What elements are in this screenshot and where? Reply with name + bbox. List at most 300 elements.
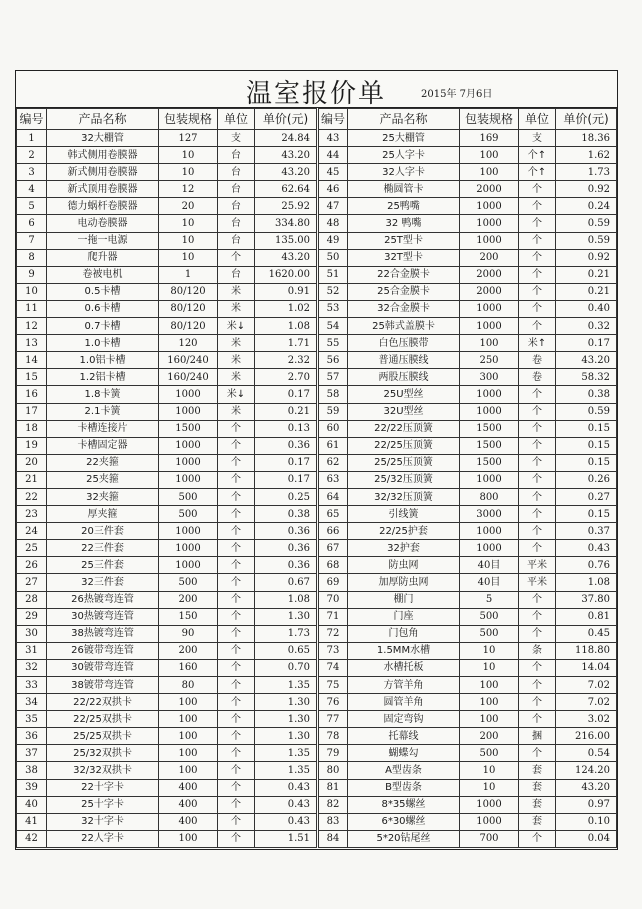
cell-unit: 个 xyxy=(218,711,255,728)
cell-price: 0.59 xyxy=(556,232,617,249)
cell-pack: 10 xyxy=(460,762,519,779)
cell-no: 69 xyxy=(318,574,348,591)
cell-name: 白色压膜带 xyxy=(348,335,460,352)
cell-price: 43.20 xyxy=(556,352,617,369)
cell-price: 0.43 xyxy=(556,540,617,557)
cell-pack: 100 xyxy=(460,335,519,352)
cell-pack: 100 xyxy=(159,762,218,779)
cell-pack: 1000 xyxy=(460,471,519,488)
cell-no: 84 xyxy=(318,830,348,847)
table-row xyxy=(17,283,617,300)
table-row xyxy=(17,130,617,147)
cell-unit: 个 xyxy=(519,625,556,642)
cell-no: 66 xyxy=(318,523,348,540)
cell-no: 46 xyxy=(318,181,348,198)
cell-name: 26热镀弯连管 xyxy=(47,591,159,608)
cell-price: 7.02 xyxy=(556,694,617,711)
cell-unit: 个 xyxy=(218,659,255,676)
cell-pack: 90 xyxy=(159,625,218,642)
cell-unit: 个 xyxy=(519,420,556,437)
table-row xyxy=(17,249,617,266)
cell-unit: 个 xyxy=(218,471,255,488)
cell-name: 25/25压顶簧 xyxy=(348,454,460,471)
cell-price: 0.15 xyxy=(556,506,617,523)
price-sheet xyxy=(15,70,618,850)
cell-unit: 个 xyxy=(519,181,556,198)
cell-unit: 个 xyxy=(218,557,255,574)
cell-price: 0.13 xyxy=(255,420,318,437)
header-row xyxy=(17,109,617,130)
cell-name: 22/25双拱卡 xyxy=(47,711,159,728)
cell-unit: 个 xyxy=(218,625,255,642)
cell-unit: 台 xyxy=(218,198,255,215)
cell-pack: 80/120 xyxy=(159,300,218,317)
cell-unit: 个 xyxy=(519,506,556,523)
cell-no: 52 xyxy=(318,283,348,300)
cell-unit: 个 xyxy=(218,642,255,659)
cell-name: 32U型丝 xyxy=(348,403,460,420)
table-row xyxy=(17,215,617,232)
cell-name: 22十字卡 xyxy=(47,779,159,796)
cell-no: 18 xyxy=(17,420,47,437)
cell-name: 0.5卡槽 xyxy=(47,283,159,300)
cell-unit: 米↓ xyxy=(218,318,255,335)
table-row xyxy=(17,659,617,676)
cell-price: 0.67 xyxy=(255,574,318,591)
page-title: 温室报价单 xyxy=(246,79,387,109)
cell-no: 33 xyxy=(17,677,47,694)
cell-pack: 100 xyxy=(460,677,519,694)
header-price: 单价(元) xyxy=(556,109,617,130)
cell-unit: 个 xyxy=(519,318,556,335)
cell-pack: 1000 xyxy=(460,318,519,335)
cell-pack: 150 xyxy=(159,608,218,625)
title-row xyxy=(16,71,617,108)
cell-price: 0.21 xyxy=(556,283,617,300)
cell-no: 55 xyxy=(318,335,348,352)
cell-name: 25U型丝 xyxy=(348,386,460,403)
cell-pack: 200 xyxy=(159,591,218,608)
cell-price: 58.32 xyxy=(556,369,617,386)
cell-pack: 1000 xyxy=(159,403,218,420)
cell-name: 6*30螺丝 xyxy=(348,813,460,830)
cell-no: 2 xyxy=(17,147,47,164)
cell-unit: 个 xyxy=(519,659,556,676)
cell-pack: 200 xyxy=(460,249,519,266)
cell-unit: 个 xyxy=(519,300,556,317)
cell-no: 72 xyxy=(318,625,348,642)
table-row xyxy=(17,796,617,813)
cell-pack: 1000 xyxy=(159,540,218,557)
cell-unit: 台 xyxy=(218,181,255,198)
cell-name: 20三件套 xyxy=(47,523,159,540)
cell-unit: 个 xyxy=(218,762,255,779)
cell-pack: 10 xyxy=(159,249,218,266)
cell-no: 40 xyxy=(17,796,47,813)
cell-pack: 40目 xyxy=(460,557,519,574)
cell-no: 30 xyxy=(17,625,47,642)
cell-pack: 5 xyxy=(460,591,519,608)
cell-unit: 卷 xyxy=(519,369,556,386)
cell-unit: 个↑ xyxy=(519,147,556,164)
cell-name: 托幕线 xyxy=(348,728,460,745)
cell-no: 77 xyxy=(318,711,348,728)
cell-pack: 2000 xyxy=(460,266,519,283)
cell-pack: 500 xyxy=(460,745,519,762)
cell-pack: 1 xyxy=(159,266,218,283)
cell-pack: 1500 xyxy=(460,437,519,454)
table-row xyxy=(17,711,617,728)
cell-price: 1.62 xyxy=(556,147,617,164)
cell-no: 60 xyxy=(318,420,348,437)
cell-price: 18.36 xyxy=(556,130,617,147)
cell-unit: 套 xyxy=(519,813,556,830)
cell-name: 卡槽连接片 xyxy=(47,420,159,437)
cell-no: 22 xyxy=(17,488,47,505)
table-row xyxy=(17,540,617,557)
cell-no: 38 xyxy=(17,762,47,779)
cell-name: 32 鸭嘴 xyxy=(348,215,460,232)
cell-no: 1 xyxy=(17,130,47,147)
cell-pack: 400 xyxy=(159,796,218,813)
cell-pack: 3000 xyxy=(460,506,519,523)
cell-unit: 个 xyxy=(218,437,255,454)
cell-pack: 10 xyxy=(460,642,519,659)
cell-unit: 个 xyxy=(218,506,255,523)
cell-unit: 米↑ xyxy=(519,335,556,352)
cell-price: 1.30 xyxy=(255,608,318,625)
cell-pack: 500 xyxy=(159,574,218,591)
cell-pack: 2000 xyxy=(460,283,519,300)
cell-name: 26镀带弯连管 xyxy=(47,642,159,659)
sheet-date: 2015年 7月6日 xyxy=(421,89,493,100)
cell-no: 26 xyxy=(17,557,47,574)
cell-price: 0.15 xyxy=(556,420,617,437)
cell-unit: 个 xyxy=(519,403,556,420)
table-row xyxy=(17,471,617,488)
cell-no: 6 xyxy=(17,215,47,232)
cell-name: 22人字卡 xyxy=(47,830,159,847)
cell-price: 0.36 xyxy=(255,540,318,557)
cell-name: 22/22压顶簧 xyxy=(348,420,460,437)
cell-unit: 米 xyxy=(218,300,255,317)
header-pack: 包装规格 xyxy=(460,109,519,130)
cell-name: 新式侧用卷膜器 xyxy=(47,164,159,181)
cell-name: 一拖一电源 xyxy=(47,232,159,249)
cell-name: 32三件套 xyxy=(47,574,159,591)
table-row xyxy=(17,813,617,830)
cell-pack: 160 xyxy=(159,659,218,676)
cell-no: 63 xyxy=(318,471,348,488)
cell-unit: 捆 xyxy=(519,728,556,745)
cell-no: 10 xyxy=(17,283,47,300)
cell-name: 30镀带弯连管 xyxy=(47,659,159,676)
table-row xyxy=(17,335,617,352)
cell-no: 64 xyxy=(318,488,348,505)
cell-name: 32夹箍 xyxy=(47,488,159,505)
cell-pack: 1000 xyxy=(460,300,519,317)
cell-name: 38热镀弯连管 xyxy=(47,625,159,642)
cell-pack: 1000 xyxy=(159,523,218,540)
cell-name: 25/25双拱卡 xyxy=(47,728,159,745)
cell-price: 0.21 xyxy=(556,266,617,283)
cell-pack: 200 xyxy=(159,642,218,659)
cell-name: 22夹箍 xyxy=(47,454,159,471)
cell-no: 11 xyxy=(17,300,47,317)
cell-no: 70 xyxy=(318,591,348,608)
cell-name: 门包角 xyxy=(348,625,460,642)
cell-pack: 1000 xyxy=(460,232,519,249)
cell-unit: 台 xyxy=(218,147,255,164)
cell-price: 25.92 xyxy=(255,198,318,215)
cell-no: 19 xyxy=(17,437,47,454)
cell-pack: 1000 xyxy=(159,471,218,488)
cell-unit: 个 xyxy=(519,215,556,232)
cell-price: 3.02 xyxy=(556,711,617,728)
cell-no: 29 xyxy=(17,608,47,625)
cell-unit: 个 xyxy=(218,591,255,608)
cell-name: 32护套 xyxy=(348,540,460,557)
cell-pack: 40目 xyxy=(460,574,519,591)
table-row xyxy=(17,420,617,437)
cell-price: 7.02 xyxy=(556,677,617,694)
cell-unit: 个 xyxy=(218,694,255,711)
cell-name: 固定弯钩 xyxy=(348,711,460,728)
table-row xyxy=(17,318,617,335)
cell-price: 0.26 xyxy=(556,471,617,488)
cell-no: 82 xyxy=(318,796,348,813)
cell-unit: 个 xyxy=(218,454,255,471)
cell-unit: 个 xyxy=(519,232,556,249)
header-no: 编号 xyxy=(318,109,348,130)
cell-unit: 个 xyxy=(519,249,556,266)
cell-no: 5 xyxy=(17,198,47,215)
cell-name: 22/25护套 xyxy=(348,523,460,540)
cell-no: 50 xyxy=(318,249,348,266)
cell-price: 1.08 xyxy=(556,574,617,591)
cell-name: 爬升器 xyxy=(47,249,159,266)
cell-no: 76 xyxy=(318,694,348,711)
table-row xyxy=(17,403,617,420)
cell-name: 加厚防虫网 xyxy=(348,574,460,591)
cell-price: 1.02 xyxy=(255,300,318,317)
cell-name: 卷被电机 xyxy=(47,266,159,283)
cell-no: 61 xyxy=(318,437,348,454)
cell-price: 334.80 xyxy=(255,215,318,232)
cell-price: 1620.00 xyxy=(255,266,318,283)
cell-price: 0.36 xyxy=(255,437,318,454)
table-row xyxy=(17,369,617,386)
cell-price: 1.30 xyxy=(255,728,318,745)
cell-no: 56 xyxy=(318,352,348,369)
table-row xyxy=(17,625,617,642)
cell-price: 43.20 xyxy=(556,779,617,796)
cell-unit: 台 xyxy=(218,266,255,283)
cell-pack: 160/240 xyxy=(159,369,218,386)
cell-no: 80 xyxy=(318,762,348,779)
cell-price: 0.36 xyxy=(255,557,318,574)
table-row xyxy=(17,574,617,591)
cell-name: 两股压膜线 xyxy=(348,369,460,386)
cell-no: 36 xyxy=(17,728,47,745)
cell-unit: 个 xyxy=(519,471,556,488)
cell-pack: 10 xyxy=(460,659,519,676)
cell-unit: 个 xyxy=(519,540,556,557)
cell-no: 42 xyxy=(17,830,47,847)
cell-no: 45 xyxy=(318,164,348,181)
cell-name: 30热镀弯连管 xyxy=(47,608,159,625)
cell-name: 新式顶用卷膜器 xyxy=(47,181,159,198)
cell-name: 引线簧 xyxy=(348,506,460,523)
cell-price: 0.25 xyxy=(255,488,318,505)
cell-name: 32十字卡 xyxy=(47,813,159,830)
table-row xyxy=(17,677,617,694)
cell-price: 0.76 xyxy=(556,557,617,574)
table-row xyxy=(17,454,617,471)
cell-pack: 500 xyxy=(460,608,519,625)
cell-no: 78 xyxy=(318,728,348,745)
cell-name: 25人字卡 xyxy=(348,147,460,164)
cell-no: 15 xyxy=(17,369,47,386)
cell-no: 73 xyxy=(318,642,348,659)
cell-price: 1.35 xyxy=(255,745,318,762)
cell-price: 0.15 xyxy=(556,437,617,454)
cell-no: 54 xyxy=(318,318,348,335)
header-unit: 单位 xyxy=(218,109,255,130)
cell-no: 14 xyxy=(17,352,47,369)
cell-pack: 500 xyxy=(159,506,218,523)
cell-unit: 套 xyxy=(519,796,556,813)
cell-name: 1.0铝卡槽 xyxy=(47,352,159,369)
cell-price: 0.59 xyxy=(556,215,617,232)
cell-price: 1.30 xyxy=(255,694,318,711)
cell-price: 0.43 xyxy=(255,813,318,830)
cell-name: 32人字卡 xyxy=(348,164,460,181)
cell-pack: 800 xyxy=(460,488,519,505)
cell-pack: 1500 xyxy=(460,454,519,471)
cell-price: 0.27 xyxy=(556,488,617,505)
cell-name: 椭圆管卡 xyxy=(348,181,460,198)
cell-price: 1.51 xyxy=(255,830,318,847)
cell-price: 135.00 xyxy=(255,232,318,249)
cell-name: 韩式侧用卷膜器 xyxy=(47,147,159,164)
cell-price: 0.65 xyxy=(255,642,318,659)
cell-pack: 1000 xyxy=(159,454,218,471)
cell-no: 16 xyxy=(17,386,47,403)
cell-name: 22三件套 xyxy=(47,540,159,557)
cell-name: 25T型卡 xyxy=(348,232,460,249)
cell-pack: 100 xyxy=(460,164,519,181)
cell-name: 厚夹箍 xyxy=(47,506,159,523)
cell-unit: 个 xyxy=(218,830,255,847)
header-price: 单价(元) xyxy=(255,109,318,130)
cell-name: 1.2铝卡槽 xyxy=(47,369,159,386)
cell-price: 0.59 xyxy=(556,403,617,420)
cell-pack: 400 xyxy=(159,779,218,796)
cell-pack: 20 xyxy=(159,198,218,215)
cell-pack: 10 xyxy=(159,147,218,164)
cell-name: 水槽托板 xyxy=(348,659,460,676)
cell-name: 1.0卡槽 xyxy=(47,335,159,352)
cell-no: 65 xyxy=(318,506,348,523)
cell-no: 3 xyxy=(17,164,47,181)
cell-no: 67 xyxy=(318,540,348,557)
table-row xyxy=(17,694,617,711)
cell-price: 216.00 xyxy=(556,728,617,745)
cell-unit: 个 xyxy=(218,420,255,437)
cell-name: 32T型卡 xyxy=(348,249,460,266)
cell-price: 2.32 xyxy=(255,352,318,369)
cell-pack: 1000 xyxy=(460,796,519,813)
header-unit: 单位 xyxy=(519,109,556,130)
cell-no: 32 xyxy=(17,659,47,676)
cell-unit: 个 xyxy=(218,540,255,557)
cell-no: 79 xyxy=(318,745,348,762)
cell-price: 14.04 xyxy=(556,659,617,676)
cell-unit: 台 xyxy=(218,232,255,249)
cell-price: 0.21 xyxy=(255,403,318,420)
cell-no: 8 xyxy=(17,249,47,266)
cell-name: 22/22双拱卡 xyxy=(47,694,159,711)
cell-price: 24.84 xyxy=(255,130,318,147)
cell-pack: 250 xyxy=(460,352,519,369)
cell-name: 32大棚管 xyxy=(47,130,159,147)
cell-no: 49 xyxy=(318,232,348,249)
cell-price: 1.35 xyxy=(255,677,318,694)
cell-no: 4 xyxy=(17,181,47,198)
cell-unit: 卷 xyxy=(519,352,556,369)
cell-no: 37 xyxy=(17,745,47,762)
table-row xyxy=(17,557,617,574)
cell-price: 43.20 xyxy=(255,164,318,181)
cell-unit: 米 xyxy=(218,283,255,300)
cell-price: 1.08 xyxy=(255,318,318,335)
cell-no: 53 xyxy=(318,300,348,317)
cell-name: 25/32双拱卡 xyxy=(47,745,159,762)
cell-price: 0.32 xyxy=(556,318,617,335)
cell-unit: 个 xyxy=(218,677,255,694)
cell-price: 0.17 xyxy=(255,454,318,471)
cell-unit: 个 xyxy=(519,283,556,300)
cell-unit: 个 xyxy=(218,249,255,266)
cell-price: 1.08 xyxy=(255,591,318,608)
cell-no: 25 xyxy=(17,540,47,557)
cell-name: 5*20钻尾丝 xyxy=(348,830,460,847)
cell-unit: 个 xyxy=(519,523,556,540)
cell-pack: 300 xyxy=(460,369,519,386)
cell-unit: 个 xyxy=(218,745,255,762)
cell-price: 0.36 xyxy=(255,523,318,540)
cell-no: 71 xyxy=(318,608,348,625)
cell-name: 1.5MM水槽 xyxy=(348,642,460,659)
cell-name: 25/32压顶簧 xyxy=(348,471,460,488)
cell-price: 43.20 xyxy=(255,147,318,164)
cell-no: 23 xyxy=(17,506,47,523)
cell-name: 25韩式盖膜卡 xyxy=(348,318,460,335)
cell-price: 0.37 xyxy=(556,523,617,540)
cell-name: 22合金膜卡 xyxy=(348,266,460,283)
cell-price: 43.20 xyxy=(255,249,318,266)
table-row xyxy=(17,352,617,369)
cell-pack: 1000 xyxy=(159,557,218,574)
cell-no: 31 xyxy=(17,642,47,659)
table-row xyxy=(17,164,617,181)
table-row xyxy=(17,642,617,659)
cell-pack: 1000 xyxy=(159,437,218,454)
cell-pack: 500 xyxy=(159,488,218,505)
cell-price: 0.17 xyxy=(556,335,617,352)
cell-unit: 个 xyxy=(519,454,556,471)
